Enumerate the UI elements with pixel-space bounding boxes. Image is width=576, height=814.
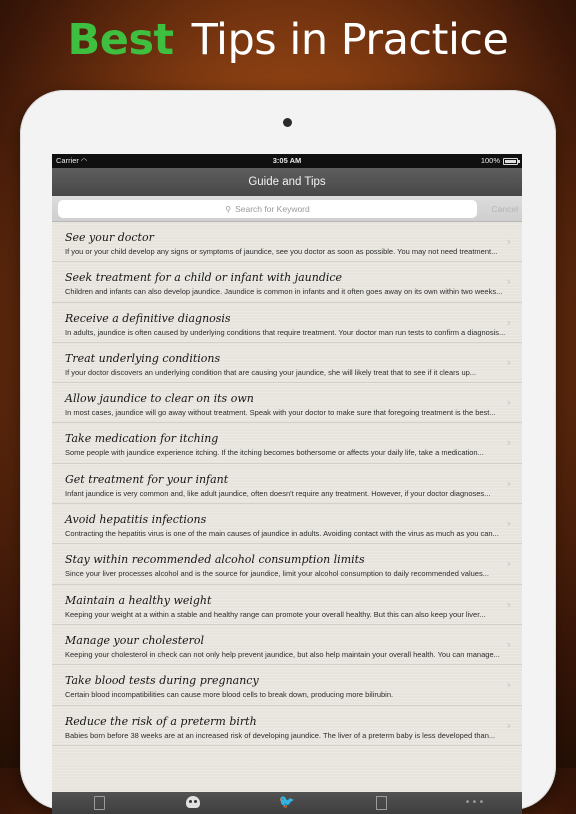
tip-description: If your doctor discovers an underlying condition that are causing your jaundice, she will likely treat that to see if it clears up...: [65, 367, 477, 377]
clock: 3:05 AM: [272, 156, 302, 165]
tablet-device: [20, 90, 556, 810]
chevron-right-icon: ›: [506, 396, 511, 410]
chevron-right-icon: ›: [506, 597, 511, 611]
chevron-right-icon: ›: [506, 517, 511, 531]
list-item[interactable]: [52, 706, 522, 746]
list-item[interactable]: [52, 423, 522, 463]
chevron-right-icon: ›: [506, 476, 511, 490]
battery-indicator: [481, 154, 518, 168]
list-item[interactable]: [52, 665, 522, 705]
list-item[interactable]: [52, 544, 522, 584]
document-icon: [376, 796, 387, 810]
nav-title: Guide and Tips: [52, 168, 522, 196]
list-item[interactable]: [52, 383, 522, 423]
search-input[interactable]: [58, 200, 477, 218]
tip-title: Avoid hepatitis infections: [65, 513, 207, 527]
chevron-right-icon: ›: [506, 678, 511, 692]
search-icon: ⚲: [225, 205, 232, 214]
tip-title: Get treatment for your infant: [65, 472, 229, 486]
headline-rest: Tips in Practice: [191, 15, 509, 65]
chevron-right-icon: ›: [506, 436, 511, 450]
tips-list: [52, 222, 522, 792]
tip-title: Manage your cholesterol: [65, 633, 205, 647]
tip-title: Take medication for itching: [65, 432, 219, 446]
tab-bar: [52, 792, 522, 814]
carrier-label: Carrier ◠: [56, 156, 88, 165]
tip-title: Allow jaundice to clear on its own: [65, 392, 254, 406]
tip-title: Reduce the risk of a preterm birth: [65, 714, 257, 728]
tab-book[interactable]: [89, 796, 109, 810]
chevron-right-icon: ›: [506, 315, 511, 329]
list-item[interactable]: [52, 585, 522, 625]
tip-title: Receive a definitive diagnosis: [65, 311, 231, 325]
chevron-right-icon: ›: [506, 355, 511, 369]
tip-description: Children and infants can also develop jaundice. Jaundice is common in infants and it often goes away on its own within two weeks...: [65, 287, 503, 297]
tip-description: Since your liver processes alcohol and is the source for jaundice, limit your alcohol consumption to daily recommended values...: [65, 569, 489, 579]
tip-description: In most cases, jaundice will go away without treatment. Speak with your doctor to make sure that foregoing treatment is the best...: [65, 408, 496, 418]
tip-title: Take blood tests during pregnancy: [65, 674, 259, 688]
tip-description: Certain blood incompatibilities can cause more blood cells to break down, producing more bilirubin.: [65, 690, 394, 700]
tab-twitter[interactable]: [277, 796, 297, 810]
tip-description: Infant jaundice is very common and, like adult jaundice, often doesn't require any treatment. However, if your doctor diagnoses...: [65, 488, 491, 498]
tip-description: If you or your child develop any signs or symptoms of jaundice, see you doctor as soon as possible. You may not need treatment...: [65, 247, 498, 256]
battery-icon: [503, 158, 518, 165]
tip-title: Seek treatment for a child or infant with jaundice: [65, 271, 343, 285]
tip-description: Contracting the hepatitis virus is one of the main causes of jaundice in adults. Avoiding contact with the virus as much as you can...: [65, 529, 499, 539]
status-bar: [52, 154, 522, 168]
tab-more[interactable]: [465, 796, 485, 810]
tip-description: In adults, jaundice is often caused by underlying conditions that require treatment. Your doctor man run tests to confirm a diagnosis...: [65, 327, 506, 337]
list-item[interactable]: [52, 625, 522, 665]
book-icon: [94, 796, 105, 810]
list-item[interactable]: [52, 262, 522, 302]
app-screen: [52, 154, 522, 814]
list-item[interactable]: [52, 464, 522, 504]
tip-title: Treat underlying conditions: [65, 351, 221, 365]
wifi-icon: ◠: [80, 158, 88, 165]
chevron-right-icon: ›: [506, 235, 511, 248]
twitter-icon: 🐦: [278, 795, 296, 810]
cancel-button[interactable]: Cancel: [491, 204, 518, 214]
list-item[interactable]: [52, 303, 522, 343]
battery-percent: 100%: [480, 156, 500, 165]
tip-description: Some people with jaundice experience itching. If the itching becomes bothersome or affects your daily life, take a medication...: [65, 448, 484, 458]
headline-accent: Best: [67, 15, 174, 65]
chevron-right-icon: ›: [506, 718, 511, 732]
tip-title: Stay within recommended alcohol consumption limits: [65, 553, 365, 567]
more-icon: •••: [464, 797, 486, 808]
tip-description: Keeping your weight at a within a stable and healthy range can promote your overall healthy. But this can also keep your liver...: [65, 609, 486, 619]
list-item[interactable]: [52, 504, 522, 544]
tab-skull[interactable]: [183, 796, 203, 810]
tip-description: Babies born before 38 weeks are at an increased risk of developing jaundice. The liver of a preterm baby is less developed than...: [65, 730, 496, 740]
skull-icon: [186, 796, 200, 808]
tip-description: Keeping your cholesterol in check can not only help prevent jaundice, but also help maintain your overall health. You can manage...: [65, 649, 500, 659]
chevron-right-icon: ›: [506, 637, 511, 651]
chevron-right-icon: ›: [506, 557, 511, 571]
list-item[interactable]: [52, 222, 522, 262]
tab-document[interactable]: [371, 796, 391, 810]
search-placeholder: Search for Keyword: [235, 204, 310, 214]
chevron-right-icon: ›: [506, 275, 511, 289]
promo-headline: [0, 10, 576, 70]
search-bar: [52, 196, 522, 222]
tip-title: Maintain a healthy weight: [65, 593, 212, 607]
list-item[interactable]: [52, 343, 522, 383]
tip-title: See your doctor: [65, 231, 154, 244]
camera-icon: [283, 118, 292, 127]
